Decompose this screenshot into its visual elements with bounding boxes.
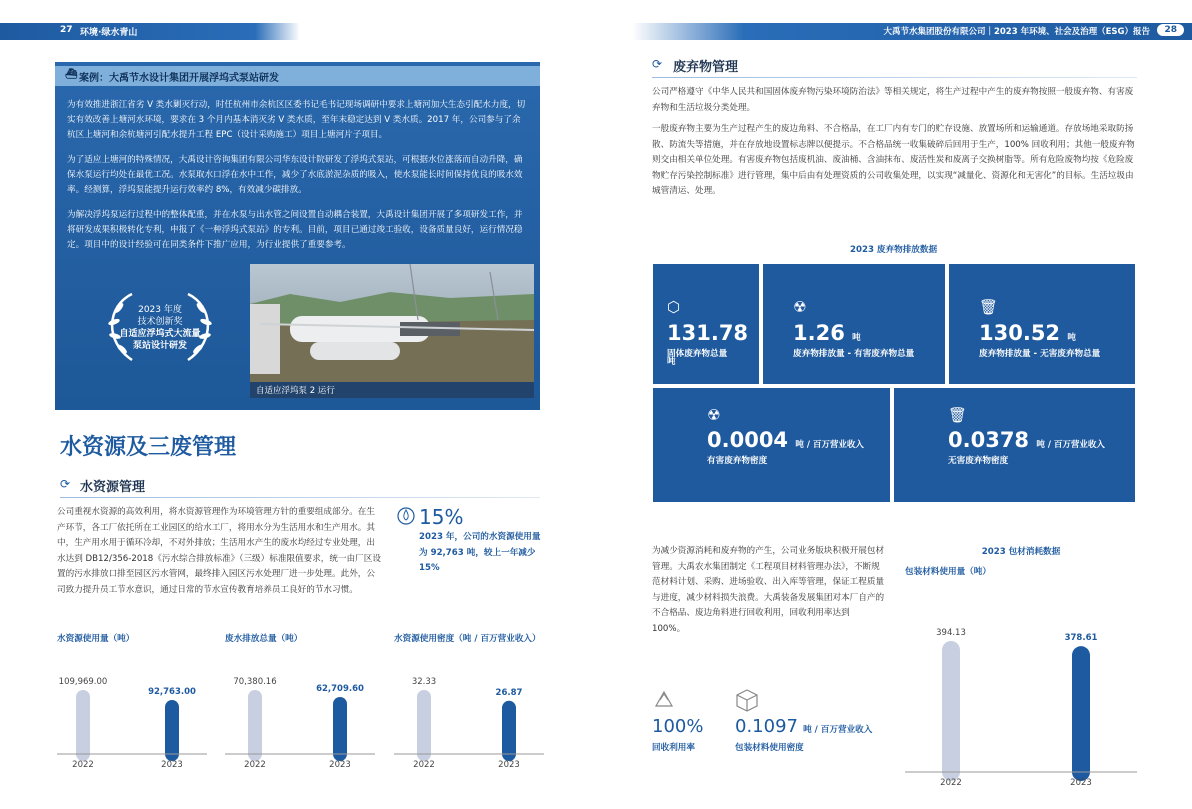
pump-station-photo <box>250 264 534 398</box>
hazardous-density-value: 0.0004 <box>707 428 789 452</box>
award-name: 技术创新奖 <box>137 317 183 327</box>
water-reduction-percent: 15% <box>419 505 464 529</box>
left-header-bar <box>0 23 300 40</box>
bar-2023 <box>502 701 516 761</box>
solid-total-label: 固体废弃物总量 <box>667 349 728 359</box>
biohazard-icon: ☢ <box>793 298 807 316</box>
hazardous-total-label: 废弃物排放量 - 有害废弃物总量 <box>793 349 915 359</box>
waste-card-nonhazardous-density <box>894 388 1135 502</box>
right-header-bar <box>632 23 1192 40</box>
hazardous-total-value: 1.26 <box>793 321 845 345</box>
leaf-icon: ⟳ <box>60 477 71 491</box>
water-subtitle: 水资源管理 <box>80 480 146 495</box>
right-page-number: 28 <box>1157 24 1184 36</box>
waste-card-hazardous-density <box>653 388 890 502</box>
bar-2023 <box>1072 646 1090 781</box>
packaging-body-text: 为减少资源消耗和废弃物的产生，公司业务版块积极开展包材管理。大禹农水集团制定《工程项目材料管理办法》，不断规范材料计划、采购、进场验收、出入库等管理，保证工程质量与进度，减少材料损失浪费。大禹装备发展集团对本厂自产的不合格品、废边角料进行回收利用，回收利用率达到 100%。 <box>652 546 885 634</box>
case-paragraph-1: 为有效推进浙江省劣 V 类水剿灭行动，时任杭州市余杭区区委书记毛书记现场调研中要求上塘河加大生态引配水力度，切实有效改善上塘河水环境，要求在 3 个月内基本消灭劣 V 类水质，至年末稳定达到 V 类水质。2017 年，公司参与了余杭区上塘河和余杭塘河引配水提升工程 EPC（设计采购施工）项目上塘河片子项目。 <box>67 100 526 140</box>
waste-paragraph-2: 一般废弃物主要为生产过程产生的废边角料、不合格品，在工厂内有专门的贮存设施、放置场所和运输通道。存放场地采取防扬散、防流失等措施，并在存放地设置标志牌以便提示。不合格品统一收集破碎后回用于生产，100% 回收利用；其他一般废弃物则交由相关单位处理。有害废弃物包括废机油、废油桶、含油抹布、废活性炭和废离子交换树脂等。所有危险废物均按《危险废物贮存污染控制标准》进行管理，集中后由有处理资质的公司收集处理，以实现“减量化、资源化和无害化”的目标。生活垃圾由城管清运、处理。 <box>652 124 1135 196</box>
award-project-line-1: 自适应浮坞式大流量 <box>119 329 201 339</box>
bar-chart-2 <box>394 632 541 770</box>
x-tick-label-2022: 2022 <box>72 760 94 770</box>
x-tick-label-2023: 2023 <box>1070 778 1092 788</box>
left-section-name: 环境·绿水青山 <box>80 28 138 38</box>
solid-total-value: 131.78 <box>667 321 749 345</box>
bar-value-label-2022: 109,969.00 <box>58 677 108 687</box>
trash-icon: 🗑 <box>979 298 999 316</box>
report-title: 大禹节水集团股份有限公司｜2023 年环境、社会及治理（ESG）报告 <box>883 27 1150 37</box>
waste-card-hazardous-total <box>763 264 945 384</box>
chart-svg-1 <box>225 650 375 774</box>
bar-value-label-2022: 32.33 <box>411 677 437 687</box>
x-tick-label-2022: 2022 <box>940 778 962 788</box>
bar-value-label-2023: 378.61 <box>1064 633 1098 644</box>
bar-2022 <box>76 690 90 761</box>
recycle-icon <box>652 690 676 716</box>
chart-title-0: 水资源使用量（吨） <box>57 634 135 644</box>
case-title: 案例：大禹节水设计集团开展浮坞式泵站研发 <box>79 73 279 84</box>
nonhazardous-density-value: 0.0378 <box>948 428 1030 452</box>
award-badge <box>80 286 240 366</box>
waste-subtitle: 废弃物管理 <box>673 60 739 75</box>
chart-title-1: 废水排放总量（吨） <box>225 634 303 644</box>
packaging-density-unit: 吨 / 百万营业收入 <box>803 725 873 735</box>
packaging-density-label: 包装材料使用密度 <box>735 743 804 753</box>
bar-chart-0 <box>57 632 196 770</box>
left-page-number: 27 <box>60 25 73 35</box>
waste-card-nonhazardous-total <box>949 264 1135 384</box>
water-reduction-desc: 2023 年，公司的水资源使用量为 92,763 吨，较上一年减少 15% <box>419 532 541 573</box>
case-paragraph-2: 为了适应上塘河的特殊情况，大禹设计咨询集团有限公司华东设计院研发了浮坞式泵站，可根据水位涨落而自动升降，确保水泵运行均处在最优工况。水泵取水口浮在水中工作，减少了水底淤泥杂质的吸入，使水泵能长时间保持优良的吸水效率。经测算，浮坞泵能提升运行效率约 8%，有效减少碳排放。 <box>67 155 523 195</box>
bar-2023 <box>165 700 179 761</box>
bar-2023 <box>333 697 347 761</box>
award-project-line-2: 泵站设计研发 <box>132 341 187 351</box>
waste-paragraph-1: 公司严格遵守《中华人民共和国固体废弃物污染环境防治法》等相关规定，将生产过程中产生的废弃物按照一般废弃物、有害废弃物和生活垃圾分类处理。 <box>652 87 1134 113</box>
x-tick-label-2023: 2023 <box>498 760 520 770</box>
chart-ylabel-3: 包装材料使用量（吨） <box>905 567 991 577</box>
x-tick-label-2023: 2023 <box>161 760 183 770</box>
waste-subtitle-divider <box>652 77 1137 78</box>
section-title: 水资源及三废管理 <box>60 435 237 460</box>
bar-chart-3 <box>905 545 1137 788</box>
bar-value-label-2023: 26.87 <box>495 687 523 698</box>
chart-title-3: 2023 包材消耗数据 <box>981 547 1061 557</box>
photo-caption: 自适应浮坞泵 2 运行 <box>250 382 534 398</box>
nonhazardous-density-unit: 吨 / 百万营业收入 <box>1036 440 1105 450</box>
hazardous-density-unit: 吨 / 百万营业收入 <box>795 440 864 450</box>
bar-value-label-2023: 92,763.00 <box>148 687 196 698</box>
x-tick-label-2022: 2022 <box>244 760 266 770</box>
trash-icon-2: 🗑 <box>948 406 968 424</box>
water-drop-icon <box>397 506 415 530</box>
bar-value-label-2023: 62,709.60 <box>316 683 364 694</box>
hazardous-total-unit: 吨 <box>852 333 861 343</box>
waste-icon: ⟳ <box>652 57 663 71</box>
case-paragraph-3: 为解决浮坞泵运行过程中的整体配重，并在水泵与出水管之间设置自动耦合装置，大禹设计集团开展了多项研发工作，并将研发成果积极转化专利，申报了《一种浮坞式泵站》的专利。目前，项目已通过竣工验收，设备质量良好，运行情况稳定。项目中的设计经验可在同类条件下推广应用，为行业提供了重要参考。 <box>67 210 523 250</box>
x-tick-label-2023: 2023 <box>329 760 351 770</box>
nonhazardous-total-value: 130.52 <box>979 321 1061 345</box>
bar-value-label-2022: 394.13 <box>936 628 966 638</box>
chart-svg-3 <box>905 581 1137 792</box>
bar-2022 <box>942 641 960 781</box>
package-icon <box>735 688 759 716</box>
water-body-text: 公司重视水资源的高效利用，将水资源管理作为环境管理方针的重要组成部分。在生产环节，各工厂依托所在工业园区的给水工厂，将用水分为生活用水和生产用水。其中，生产用水用于循环冷却，不对外排放；生活用水产生的废水均经过专业处理，出水达到 DB12/356-2018《污水综合排放标准》（三级）标准限值要求，统一由厂区设置的污水排放口排至园区污水管网，最终排入园区污水处理厂进一步处理。此外，公司致力提升员工节水意识，通过日常的节水宣传教育培养员工良好的节水习惯。 <box>57 507 381 595</box>
packaging-density <box>735 716 872 737</box>
box-icon: ⬡ <box>667 298 681 316</box>
chart-svg-0 <box>57 650 207 774</box>
nonhazardous-total-label: 废弃物排放量 - 无害废弃物总量 <box>979 349 1101 359</box>
boat-icon: ⛴ <box>65 69 78 80</box>
waste-data-title: 2023 废弃物排放数据 <box>850 245 938 255</box>
hazardous-density-label: 有害废弃物密度 <box>707 456 768 466</box>
chart-title-2: 水资源使用密度（吨 / 百万营业收入） <box>394 634 541 644</box>
recycle-rate-label: 回收利用率 <box>652 743 695 753</box>
bar-2022 <box>417 690 431 761</box>
x-tick-label-2022: 2022 <box>413 760 435 770</box>
solid-total-unit: 吨 <box>667 357 676 367</box>
award-year: 2023 年度 <box>138 305 182 315</box>
water-subtitle-divider <box>60 497 540 498</box>
waste-card-solid-total <box>653 264 759 384</box>
nonhazardous-total-unit: 吨 <box>1067 333 1076 343</box>
packaging-density-value: 0.1097 <box>735 716 798 737</box>
recycle-rate-value: 100% <box>652 716 704 737</box>
bar-value-label-2022: 70,380.16 <box>233 677 277 687</box>
nonhazardous-density-label: 无害废弃物密度 <box>948 456 1009 466</box>
chart-svg-2 <box>394 650 544 774</box>
bar-chart-1 <box>225 632 364 770</box>
case-title-bar <box>55 66 540 86</box>
biohazard-icon-2: ☢ <box>707 406 721 424</box>
bar-2022 <box>248 690 262 761</box>
